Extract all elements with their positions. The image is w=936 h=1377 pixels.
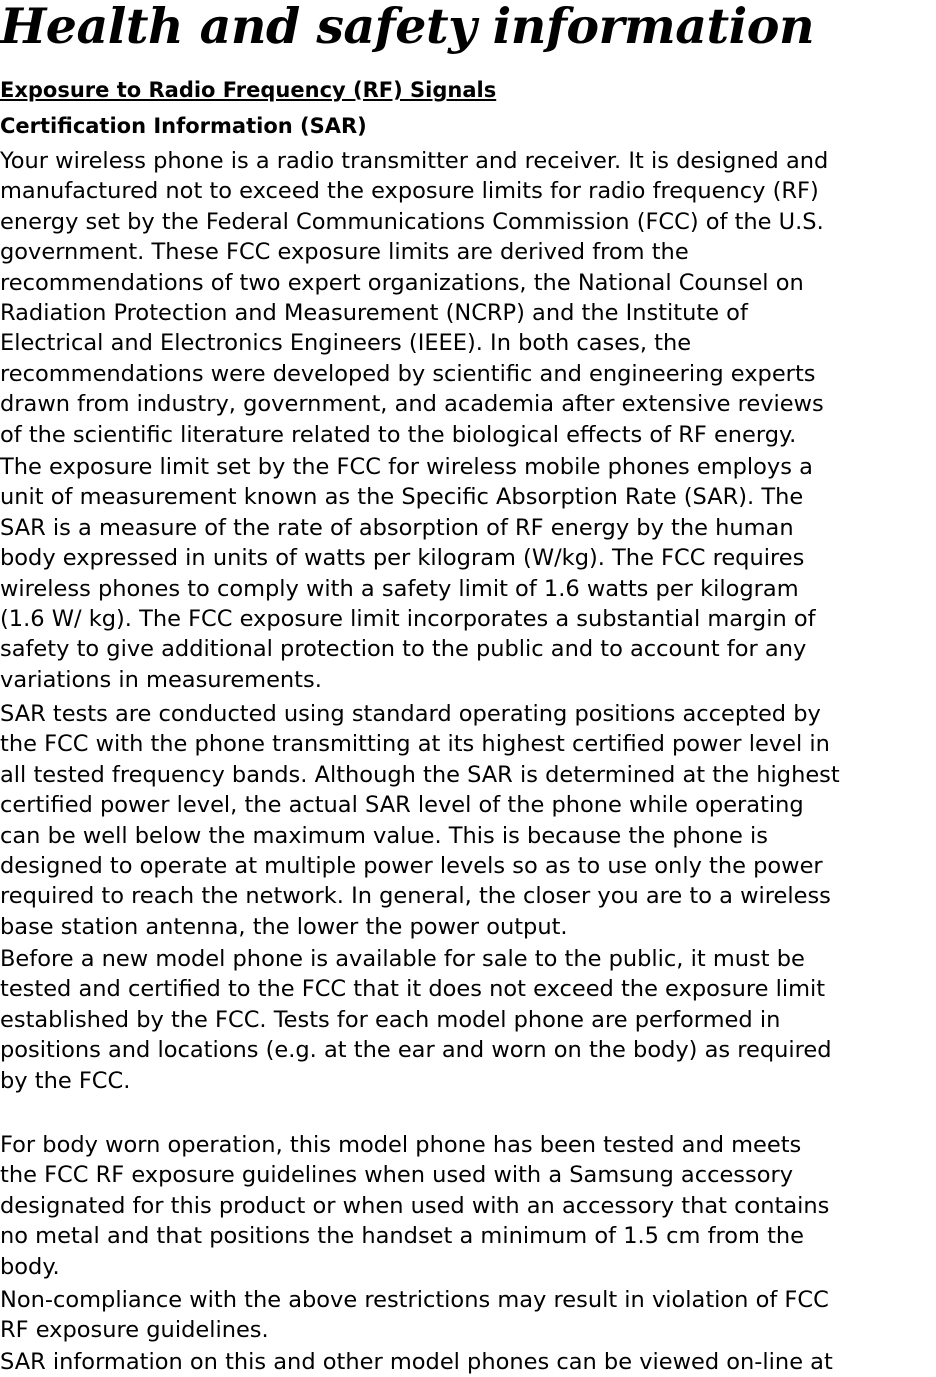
paragraph-line: can be well below the maximum value. This is because the phone is [0, 822, 768, 849]
paragraph-line: SAR is a measure of the rate of absorption of RF energy by the human [0, 514, 794, 541]
paragraph-line: RF exposure guidelines. [0, 1317, 269, 1344]
section-heading: Exposure to Radio Frequency (RF) Signals [0, 78, 497, 102]
paragraph-line: The exposure limit set by the FCC for wireless mobile phones employs a [0, 454, 813, 480]
paragraph-line: Radiation Protection and Measurement (NCRP) and the Institute of [0, 300, 748, 327]
page-title: Health and safety information [0, 0, 815, 55]
paragraph-line: energy set by the Federal Communications Commission (FCC) of the U.S. [0, 208, 824, 235]
paragraph-line: designated for this product or when used with an accessory that contains [0, 1192, 830, 1219]
paragraph-line: SAR information on this and other model phones can be viewed on-line at [0, 1349, 833, 1375]
paragraph-line: established by the FCC. Tests for each model phone are performed in [0, 1006, 781, 1033]
paragraph-rf-exposure-limits [0, 146, 936, 450]
paragraph-line: positions and locations (e.g. at the ear and worn on the body) as required [0, 1037, 832, 1064]
paragraph-sar-definition [0, 452, 936, 695]
paragraph-line: drawn from industry, government, and academia after extensive reviews [0, 391, 824, 418]
sub-heading: Certification Information (SAR) [0, 114, 367, 138]
paragraph-line: by the FCC. [0, 1067, 131, 1094]
paragraph-line: Your wireless phone is a radio transmitter and receiver. It is designed and [0, 148, 829, 174]
paragraph-line: Electrical and Electronics Engineers (IEEE). In both cases, the [0, 330, 692, 357]
paragraph-line: unit of measurement known as the Specific Absorption Rate (SAR). The [0, 484, 804, 511]
paragraph-line: all tested frequency bands. Although the SAR is determined at the highest [0, 761, 840, 788]
paragraph-line: the FCC RF exposure guidelines when used with a Samsung accessory [0, 1162, 794, 1189]
paragraph-line: safety to give additional protection to the public and to account for any [0, 636, 807, 663]
paragraph-line: tested and certified to the FCC that it does not exceed the exposure limit [0, 976, 826, 1003]
paragraph-line: Before a new model phone is available for sale to the public, it must be [0, 946, 805, 972]
paragraph-line: required to reach the network. In general, the closer you are to a wireless [0, 883, 831, 910]
paragraph-line: variations in measurements. [0, 666, 322, 693]
paragraph-line: designed to operate at multiple power levels so as to use only the power [0, 853, 823, 880]
paragraph-line: base station antenna, the lower the power output. [0, 913, 568, 940]
paragraph-line: SAR tests are conducted using standard operating positions accepted by [0, 701, 821, 727]
paragraph-line: body expressed in units of watts per kilogram (W/kg). The FCC requires [0, 545, 805, 572]
paragraph-line: recommendations of two expert organizations, the National Counsel on [0, 269, 804, 296]
paragraph-sar-tests [0, 699, 936, 942]
paragraph-line: body. [0, 1253, 60, 1280]
paragraph-body-worn-operation [0, 1130, 936, 1282]
paragraph-line: the FCC with the phone transmitting at its highest certified power level in [0, 731, 830, 758]
paragraph-sar-info-online [0, 1347, 936, 1377]
paragraph-line: Non-compliance with the above restrictions may result in violation of FCC [0, 1287, 829, 1313]
paragraph-line: certified power level, the actual SAR level of the phone while operating [0, 792, 804, 819]
paragraph-line: of the scientific literature related to the biological effects of RF energy. [0, 421, 797, 448]
paragraph-line: (1.6 W/ kg). The FCC exposure limit incorporates a substantial margin of [0, 606, 816, 633]
paragraph-line: wireless phones to comply with a safety limit of 1.6 watts per kilogram [0, 575, 799, 602]
paragraph-line: manufactured not to exceed the exposure limits for radio frequency (RF) [0, 178, 819, 205]
paragraph-line: recommendations were developed by scientific and engineering experts [0, 360, 816, 387]
paragraph-model-certification [0, 944, 936, 1096]
paragraph-line: government. These FCC exposure limits are derived from the [0, 239, 689, 266]
paragraph-non-compliance [0, 1285, 936, 1346]
paragraph-line: For body worn operation, this model phone has been tested and meets [0, 1132, 802, 1158]
paragraph-line: no metal and that positions the handset a minimum of 1.5 cm from the [0, 1223, 805, 1250]
